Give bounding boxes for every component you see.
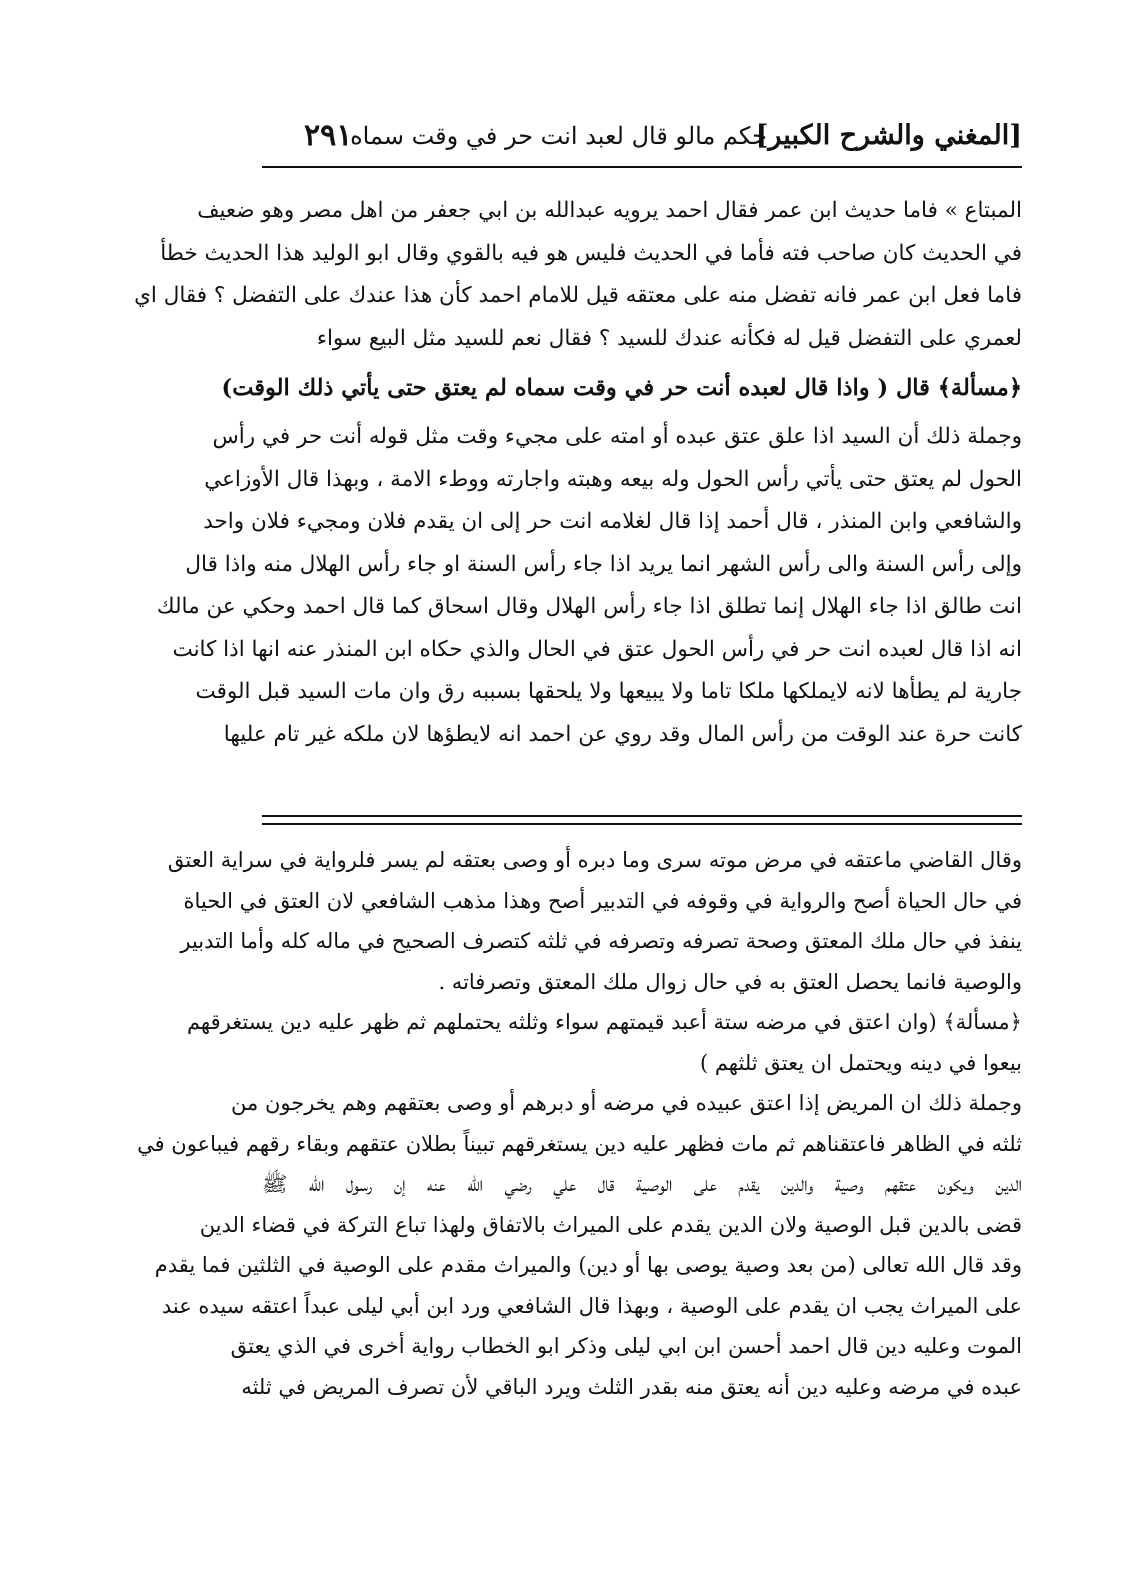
- mas-ala-line: بيعوا في دينه ويحتمل ان يعتق ثلثهم ): [699, 1050, 1022, 1075]
- text-line: عبده في مرضه وعليه دين أنه يعتق منه بقدر الثلث ويرد الباقي لأن تصرف المريض في ثلثه: [241, 1374, 1022, 1399]
- text-line: لعمري على التفضل قيل له فكأنه عندك للسيد ؟ فقال نعم للسيد مثل البيع سواء: [316, 325, 1022, 351]
- text-line: وقال القاضي ماعتقه في مرض موته سرى وما دبره أو وصى بعتقه لم يسر فلرواية في سراية العتق: [167, 848, 1022, 872]
- text-line: ينفذ في حال ملك المعتق وصحة تصرفه وتصرفه في ثلثه كتصرف الصحيح في ماله كله وأما التدبير: [180, 929, 1022, 953]
- text-line: المبتاع » فاما حديث ابن عمر فقال احمد يرويه عبدالله بن ابي جعفر من اهل مصر وهو ضعيف: [197, 198, 1022, 223]
- text-line: ثلثه في الظاهر فاعتقناهم ثم مات فظهر عليه دين يستغرقهم تبيناً بطلان عتقهم وبقاء رقهم فيباعون في: [137, 1131, 1022, 1156]
- mas-ala-heading: ﴿مسألة﴾ قال ( واذا قال لعبده أنت حر في وقت سماه لم يعتق حتى يأتي ذلك الوقت): [221, 375, 1022, 401]
- text-line: وإلى رأس السنة والى رأس الشهر انما يريد اذا جاء رأس السنة او جاء رأس الهلال منه واذا قال: [185, 551, 1022, 577]
- mas-ala-line: ﴿مسألة﴾ (وان اعتق في مرضه ستة أعبد قيمتهم سواء وثلثه يحتملهم ثم ظهر عليه دين يستغرقهم: [186, 1010, 1022, 1034]
- book-title: [المغني والشرح الكبير]: [755, 120, 1022, 151]
- text-line: والشافعي وابن المنذر ، قال أحمد إذا قال لغلامه انت حر إلى ان يقدم فلان ومجيء فلان واحد: [203, 509, 1022, 534]
- text-line: في حال الحياة أصح والرواية في وقوفه في التدبير أصح وهذا مذهب الشافعي لان العتق في الحياة: [183, 888, 1022, 913]
- main-text: [134, 190, 1022, 756]
- text-line: وجملة ذلك أن السيد اذا علق عتق عبده أو امته على مجيء وقت مثل قوله أنت حر في رأس: [212, 424, 1022, 449]
- text-line: جارية لم يطأها لانه لايملكها ملكا تاما ولا يبيعها ولا يلحقها بسببه رق وان مات السيد قبل الوقت: [195, 679, 1022, 704]
- text-line: وقد قال الله تعالى (من بعد وصية يوصى بها أو دين) والميراث مقدم على الوصية في الثلثين فما يقدم: [154, 1253, 1022, 1277]
- text-line: فاما فعل ابن عمر فانه تفضل منه على معتقه قيل للامام احمد كأن هذا عندك على التفضل ؟ فقال اي: [134, 283, 1022, 308]
- running-header: [262, 118, 1022, 168]
- text-line: الموت وعليه دين قال احمد أحسن ابن ابي ليلى وذكر ابو الخطاب رواية أخرى في الذي يعتق: [230, 1334, 1022, 1358]
- text-line: في الحديث كان صاحب فته فأما في الحديث فليس هو فيه بالقوي وقال ابو الوليد هذا الحديث خطأ: [160, 240, 1022, 266]
- text-line: قضى بالدين قبل الوصية ولان الدين يقدم على الميراث بالاتفاق ولهذا تباع التركة في قضاء الدين: [199, 1212, 1022, 1237]
- text-line: انه اذا قال لعبده انت حر في رأس الحول عتق في الحال والذي حكاه ابن المنذر عنه انها اذا كانت: [172, 636, 1022, 662]
- commentary-text: [137, 840, 1022, 1407]
- text-line: على الميراث يجب ان يقدم على الوصية ، وبهذا قال الشافعي ورد ابن أبي ليلى عبداً اعتقه سيده عند: [161, 1293, 1022, 1318]
- text-line: الدين ويكون عتقهم وصية والدين يقدم على الوصية قال علي رضي الله عنه إن رسول الله ﷺ: [262, 1172, 1022, 1196]
- section-divider: [262, 815, 1022, 825]
- text-line: الحول لم يعتق حتى يأتي رأس الحول وله بيعه وهبته واجارته ووطء الامة ، وبهذا قال الأوزاعي: [204, 466, 1022, 492]
- text-line: كانت حرة عند الوقت من رأس المال وقد روي عن احمد انه لايطؤها لان ملكه غير تام عليها: [223, 721, 1022, 747]
- chapter-title: حكم مالو قال لعبد انت حر في وقت سماه: [350, 122, 767, 150]
- page-number: ٢٩١: [304, 118, 353, 153]
- text-line: وجملة ذلك ان المريض إذا اعتق عبيده في مرضه أو دبرهم أو وصى بعتقهم وهم يخرجون من: [231, 1091, 1022, 1115]
- text-line: انت طالق اذا جاء الهلال إنما تطلق اذا جاء رأس الهلال وقال اسحاق كما قال احمد وحكي عن مالك: [156, 594, 1022, 619]
- text-line: والوصية فانما يحصل العتق به في حال زوال ملك المعتق وتصرفاته .: [438, 969, 1022, 994]
